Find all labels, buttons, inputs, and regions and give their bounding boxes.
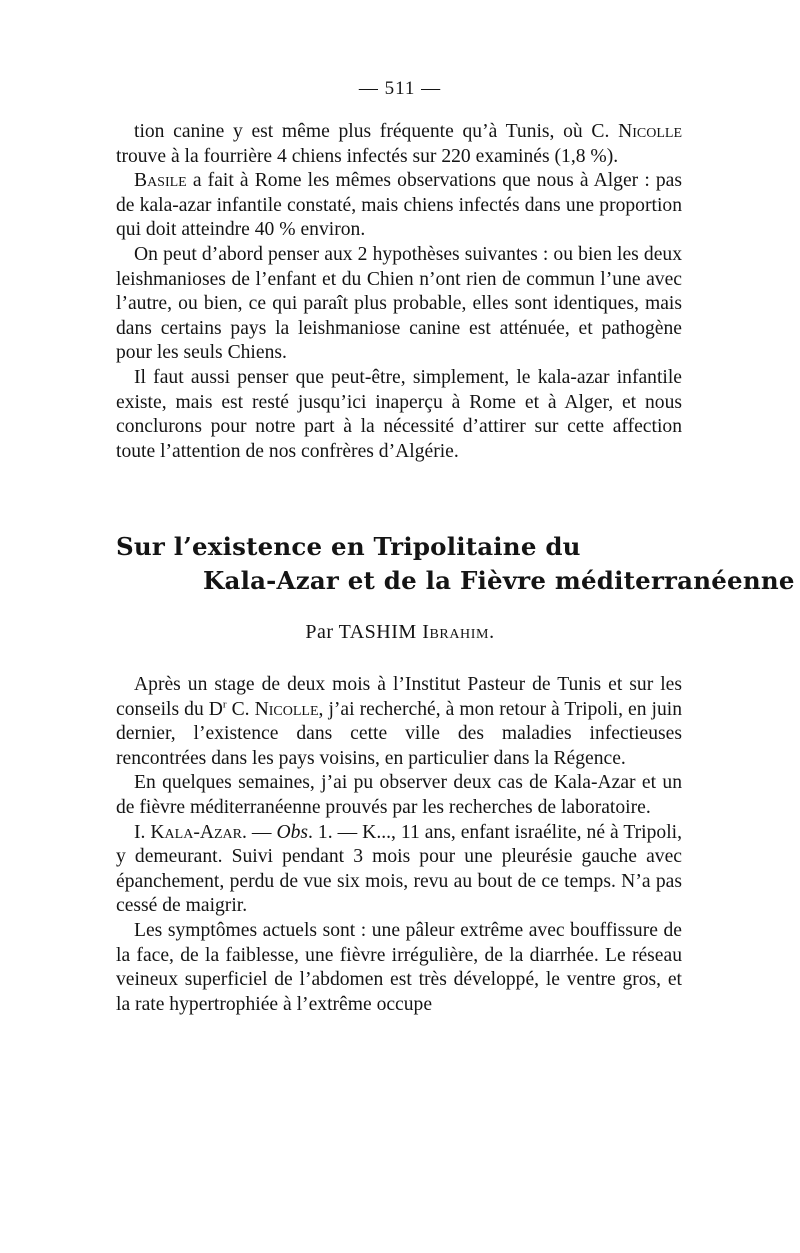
article-body bbox=[116, 673, 682, 1017]
italic-text: Obs bbox=[276, 821, 309, 843]
article-byline bbox=[0, 621, 800, 644]
superscript: r bbox=[222, 698, 227, 711]
byline-prefix: Par TASHIM bbox=[305, 621, 423, 643]
text-run: I. bbox=[134, 821, 151, 843]
text-run: , j’ai recherché, à mon retour à Tripoli, en juin dernier, l’existence dans cette ville des maladies infectieuses rencontrées dans les pays voisins, en particulier dans la Régence. bbox=[116, 698, 683, 769]
article-title-line-2: Kala-Azar et de la Fièvre méditerranéenne bbox=[203, 566, 795, 595]
text-run: trouve à la fourrière 4 chiens infectés sur 220 examinés (1,8 %). bbox=[116, 145, 619, 167]
text-run: En quelques semaines, j’ai pu observer deux cas de Kala-Azar et un de fièvre méditerranéenne prouvés par les recherches de laboratoire. bbox=[116, 772, 682, 818]
byline-author-name: Ibrahim. bbox=[422, 621, 495, 643]
text-run: C. bbox=[226, 698, 255, 720]
paragraph bbox=[116, 821, 682, 919]
paragraph bbox=[116, 120, 682, 169]
paragraph bbox=[116, 366, 682, 464]
page-number: — 511 — bbox=[358, 78, 442, 99]
text-run: . — bbox=[242, 821, 277, 843]
paragraph bbox=[116, 771, 682, 820]
text-run: Il faut aussi penser que peut-être, simplement, le kala-azar infantile existe, mais est resté jusqu’ici inaperçu à Rome et à Alger, et nous conclurons pour notre part à la nécessité d’attirer sur cette affection toute l’attention de nos confrères d’Algérie. bbox=[116, 366, 682, 462]
small-caps-text: Kala-Azar bbox=[150, 821, 243, 843]
paragraph bbox=[116, 243, 682, 366]
text-run: a fait à Rome les mêmes observations que nous à Alger : pas de kala-azar infantile constaté, mais chiens infectés dans une proportion qui doit atteindre 40 % environ. bbox=[116, 170, 682, 241]
text-run: . 1. — K..., 11 ans, enfant israélite, né à Tripoli, y demeurant. Suivi pendant 3 mois pour une pleurésie gauche avec épanchement, perdu de vue six mois, revu au bout de ce temps. N’a pas cessé de maigrir. bbox=[116, 821, 682, 917]
text-run: Après un stage de deux mois à l’Institut Pasteur de Tunis et sur les conseils du D bbox=[116, 674, 682, 720]
text-run: tion canine y est même plus fréquente qu’à Tunis, où C. bbox=[134, 121, 619, 142]
paragraph bbox=[116, 673, 682, 771]
small-caps-text: Basile bbox=[134, 170, 187, 192]
article-title-line-1: Sur l’existence en Tripolitaine du bbox=[116, 532, 581, 561]
previous-article-conclusion bbox=[116, 120, 682, 464]
paragraph bbox=[116, 919, 682, 1017]
small-caps-text: Nicolle bbox=[254, 698, 319, 720]
text-run: On peut d’abord penser aux 2 hypothèses suivantes : ou bien les deux leishmanioses de l’enfant et du Chien n’ont rien de commun l’une avec l’autre, ou bien, ce qui paraît plus probable, elles sont identiques, mais dans certains pays la leishmaniose canine est atténuée, et pathogène pour les seuls Chiens. bbox=[116, 243, 682, 364]
paragraph bbox=[116, 169, 682, 243]
text-run: Les symptômes actuels sont : une pâleur extrême avec bouffissure de la face, de la faiblesse, une fièvre irrégulière, de la diarrhée. Le réseau veineux superficiel de l’abdomen est très développé, le ventre gros, et la rate hypertrophiée à l’extrême occupe bbox=[116, 919, 682, 1015]
small-caps-text: Nicolle bbox=[618, 121, 682, 142]
